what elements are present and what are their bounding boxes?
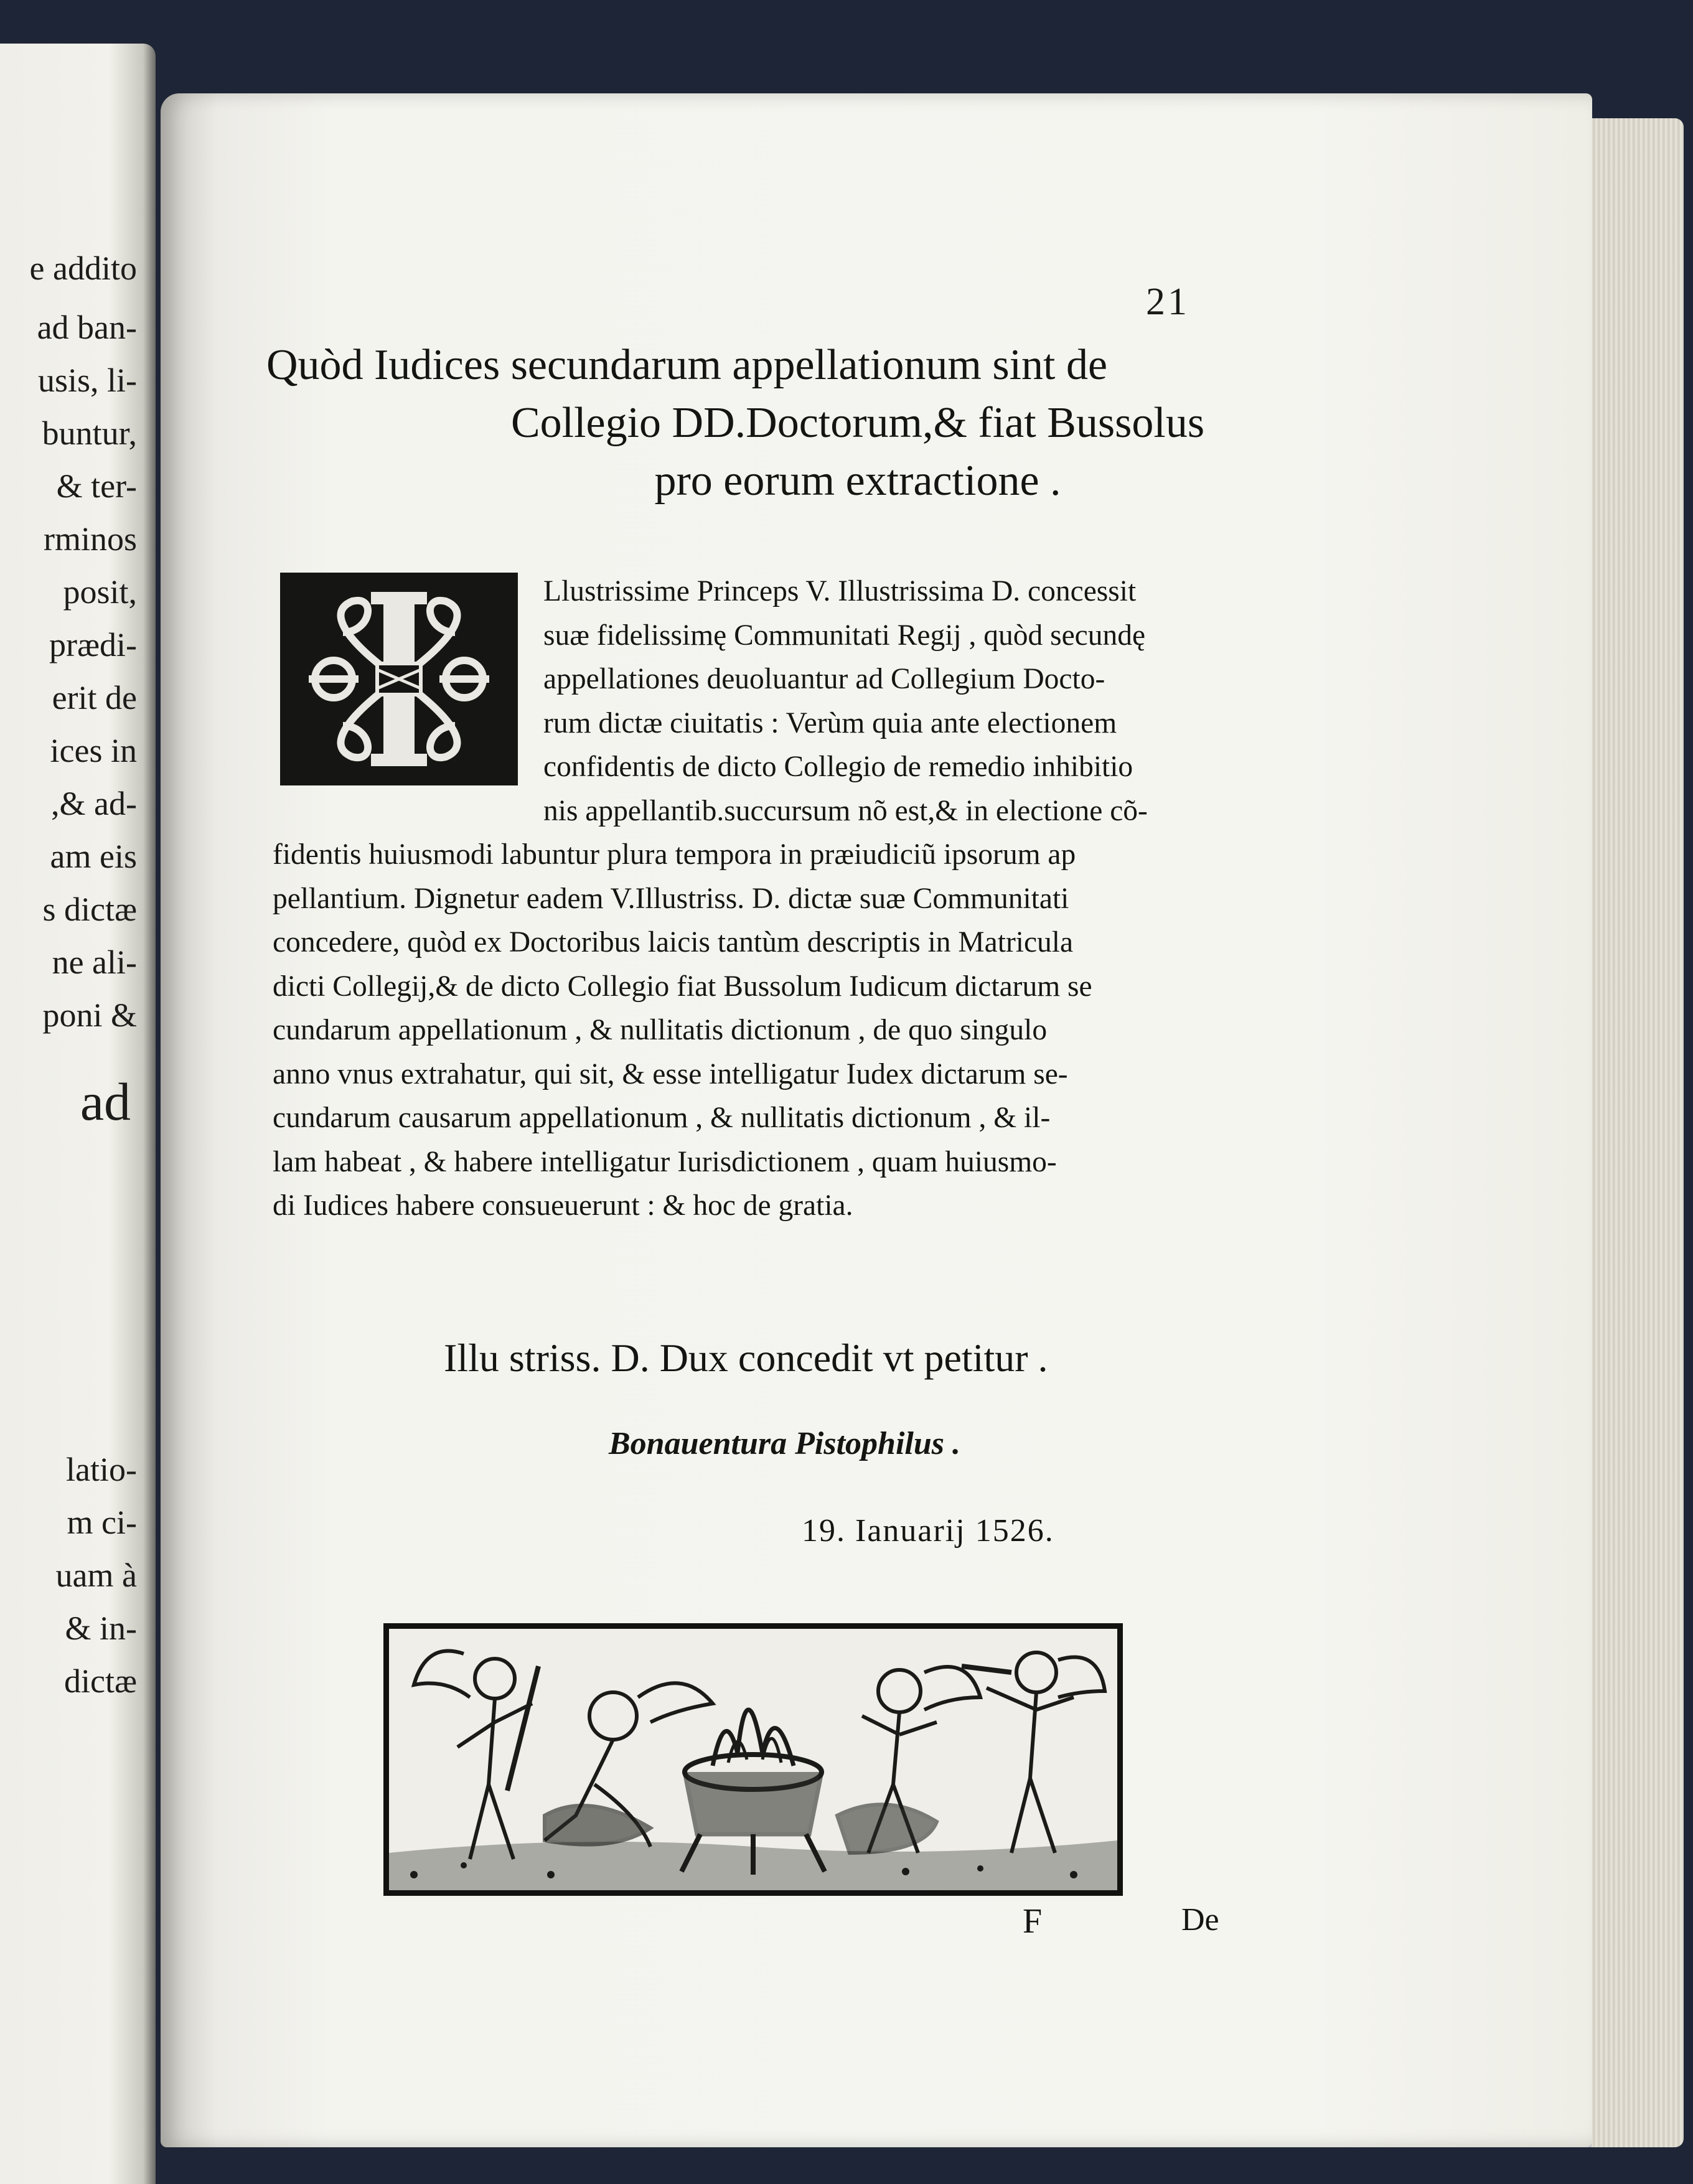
body-line: concedere, quòd ex Doctoribus laicis tantùm descriptis in Matricula [273, 926, 1074, 958]
body-line: suæ fidelissimę Communitati Regij , quòd secundę [543, 619, 1146, 652]
signature-mark: F [1023, 1902, 1043, 1941]
left-line: m ci- [67, 1504, 137, 1541]
body-line: dicti Collegij,& de dicto Collegio fiat Bussolum Iudicum dictarum se [273, 970, 1092, 1003]
body-line: lam habeat , & habere intelligatur Iurisdictionem , quam huiusmo- [273, 1145, 1057, 1178]
body-line: appellationes deuoluantur ad Collegium Docto- [543, 663, 1105, 695]
body-line: pellantium. Dignetur eadem V.Illustriss. D. dictæ suæ Communitati [273, 882, 1069, 915]
left-line: ad [80, 1072, 131, 1132]
petition-text [260, 569, 1430, 1228]
left-line: buntur, [42, 415, 137, 452]
left-line: latio- [66, 1451, 137, 1488]
left-line: prædi- [49, 626, 137, 663]
body-line: fidentis huiusmodi labuntur plura tempora in præiudiciũ ipsorum ap [273, 838, 1076, 871]
left-line: e addito [29, 250, 137, 287]
heading-line: Quòd Iudices secundarum appellationum sint de [266, 341, 1108, 389]
book-page [161, 93, 1592, 2147]
body-line: confidentis de dicto Collegio de remedio inhibitio [543, 751, 1133, 783]
left-line: s dictæ [42, 891, 137, 928]
body-line: di Iudices habere consueuerunt : & hoc de gratia. [273, 1189, 853, 1222]
catchword: De [1181, 1902, 1219, 1938]
left-line: dictæ [64, 1662, 137, 1700]
body-line: cundarum appellationum , & nullitatis dictionum , de quo singulo [273, 1014, 1048, 1046]
heading-line: pro eorum extractione . [654, 457, 1061, 505]
left-line: erit de [52, 679, 137, 716]
left-line: am eis [50, 838, 137, 875]
woodcut-putti-brazier-icon [383, 1623, 1123, 1896]
left-line: ices in [50, 732, 137, 769]
left-line: uam à [55, 1557, 137, 1594]
left-line: & ter- [56, 467, 137, 505]
left-line: ,& ad- [51, 785, 137, 822]
body-line: nis appellantib.succursum nõ est,& in electione cõ- [543, 794, 1148, 827]
heading-line: Collegio DD.Doctorum,& fiat Bussolus [510, 399, 1205, 447]
page-number: 21 [1146, 281, 1189, 323]
previous-page-strip [0, 44, 156, 2184]
secretary-signature: Bonauentura Pistophilus . [609, 1426, 960, 1461]
ducal-decision: Illu striss. D. Dux concedit vt petitur . [444, 1336, 1048, 1380]
left-line: usis, li- [37, 362, 137, 399]
body-line: Llustrissime Princeps V. Illustrissima D. concessit [543, 575, 1137, 607]
left-line: posit, [63, 573, 137, 611]
left-line: ad ban- [37, 309, 137, 346]
left-line: ne ali- [52, 944, 137, 981]
section-heading [266, 336, 1449, 510]
left-line: & in- [65, 1610, 137, 1647]
left-line: rminos [43, 520, 137, 558]
document-date: 19. Ianuarij 1526. [802, 1513, 1054, 1549]
body-line: rum dictæ ciuitatis : Verùm quia ante electionem [543, 706, 1117, 739]
body-line: cundarum causarum appellationum , & nullitatis dictionum , & il- [273, 1102, 1051, 1134]
body-line: anno vnus extrahatur, qui sit, & esse intelligatur Iudex dictarum se- [273, 1057, 1068, 1090]
left-line: poni & [42, 996, 137, 1034]
